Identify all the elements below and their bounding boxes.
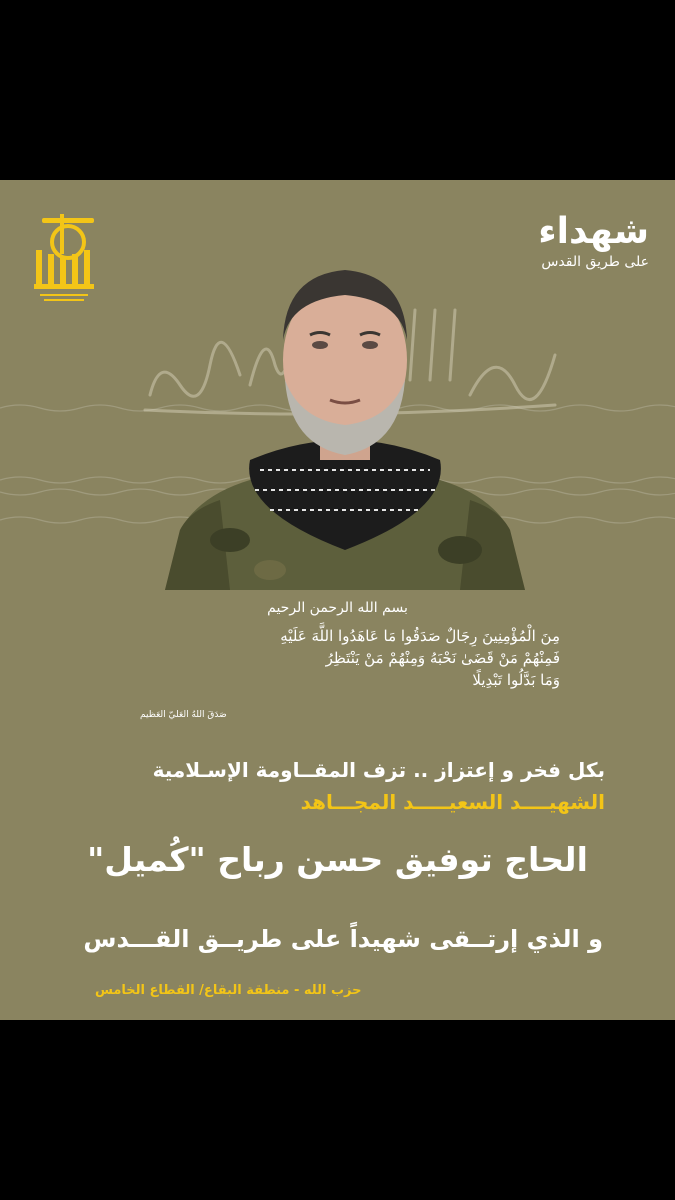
verse-line-1: مِنَ الْمُؤْمِنِينَ رِجَالٌ صَدَقُوا مَا عَاهَدُوا اللَّهَ عَلَيْهِ xyxy=(280,627,560,645)
footer-credit: حزب الله - منطقة البقاع/ القطاع الخامس xyxy=(95,983,362,998)
announcement-line-3: و الذي إرتــقى شهيداً على طريــق القـــدس xyxy=(83,925,603,953)
bismillah: بسم الله الرحمن الرحيم xyxy=(267,600,408,616)
verse-line-3: وَمَا بَدَّلُوا تَبْدِيلًا xyxy=(472,671,560,689)
brand-block xyxy=(538,212,649,270)
martyr-portrait xyxy=(160,230,530,590)
martyr-poster xyxy=(0,180,675,1020)
verse-reference: صَدَقَ اللهُ العَليّ العَظيم xyxy=(140,710,227,720)
brand-subtitle: على طريق القدس xyxy=(541,253,649,270)
announcement-line-2: الشهيــــد السعيـــــد المجـــاهد xyxy=(300,790,605,814)
verse-line-2: فَمِنْهُمْ مَنْ قَضَىٰ نَحْبَهُ وَمِنْهُمْ مَنْ يَنْتَظِرُ xyxy=(325,649,560,667)
martyr-name: الحاج توفيق حسن رباح "كُميل" xyxy=(87,840,588,879)
brand-title: شهداء xyxy=(538,211,649,252)
hezbollah-emblem-icon xyxy=(30,210,100,310)
announcement-line-1: بكل فخر و إعتزاز .. تزف المقــاومة الإسـلامية xyxy=(152,758,605,782)
